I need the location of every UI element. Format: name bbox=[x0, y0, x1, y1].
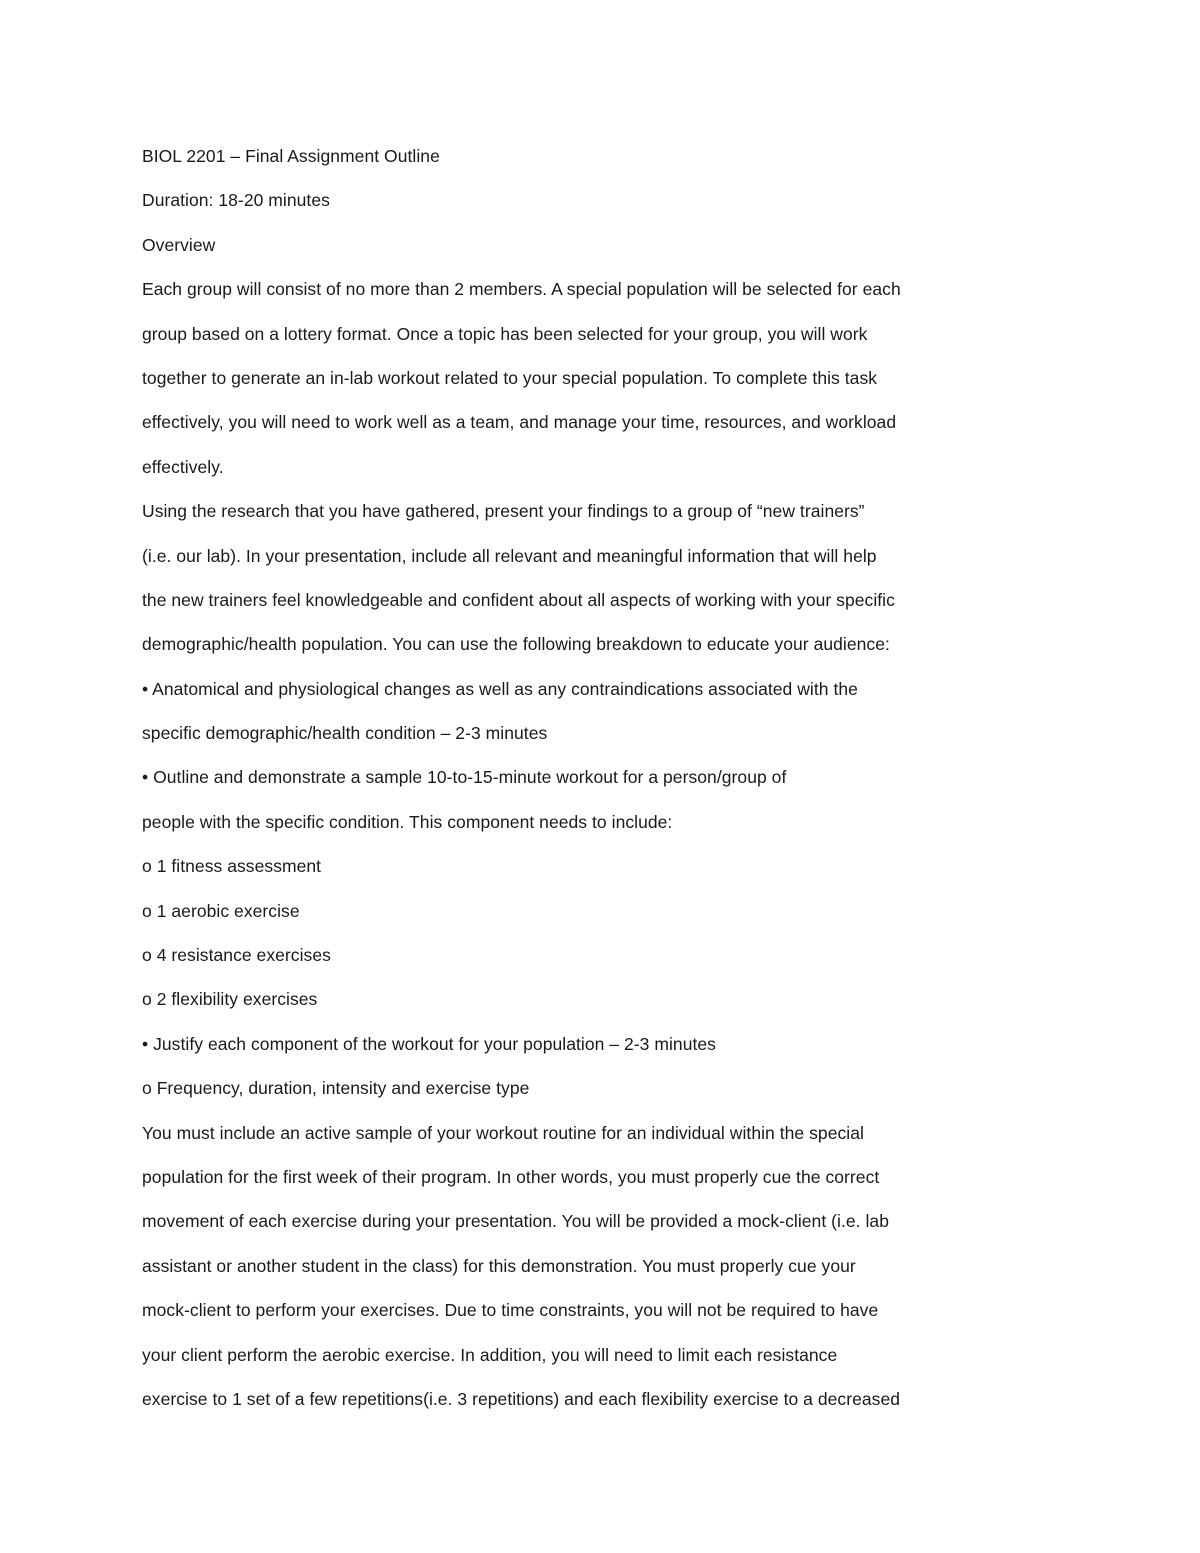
paragraph-3-line: You must include an active sample of your workout routine for an individual within the special bbox=[142, 1122, 864, 1143]
bullet-3-sub-item: o Frequency, duration, intensity and exercise type bbox=[142, 1078, 530, 1099]
sub-item: o 1 fitness assessment bbox=[142, 856, 322, 877]
bullet-1-line: • Anatomical and physiological changes as well as any contraindications associated with the bbox=[142, 678, 858, 699]
paragraph-3-line: mock-client to perform your exercises. Due to time constraints, you will not be required to have bbox=[142, 1300, 879, 1321]
paragraph-1-line: together to generate an in-lab workout related to your special population. To complete this task bbox=[142, 367, 878, 388]
paragraph-1-line: effectively. bbox=[142, 456, 224, 477]
paragraph-3-line: your client perform the aerobic exercise. In addition, you will need to limit each resistance bbox=[142, 1344, 838, 1365]
paragraph-1-line: effectively, you will need to work well as a team, and manage your time, resources, and workload bbox=[142, 412, 897, 433]
bullet-1-line: specific demographic/health condition – 2-3 minutes bbox=[142, 723, 548, 744]
bullet-3-line: • Justify each component of the workout for your population – 2-3 minutes bbox=[142, 1033, 716, 1054]
document-title: BIOL 2201 – Final Assignment Outline bbox=[142, 146, 440, 166]
bullet-2-line: people with the specific condition. This component needs to include: bbox=[142, 811, 673, 832]
paragraph-3-line: assistant or another student in the class) for this demonstration. You must properly cue your bbox=[142, 1255, 856, 1276]
paragraph-2-line: demographic/health population. You can use the following breakdown to educate your audience: bbox=[142, 634, 890, 655]
document-body bbox=[142, 142, 1042, 1429]
duration-line: Duration: 18-20 minutes bbox=[142, 190, 330, 211]
sub-item: o 4 resistance exercises bbox=[142, 945, 331, 966]
paragraph-3-line: population for the first week of their program. In other words, you must properly cue the correct bbox=[142, 1166, 880, 1187]
paragraph-2-line: the new trainers feel knowledgeable and confident about all aspects of working with your specific bbox=[142, 589, 895, 610]
sub-item: o 1 aerobic exercise bbox=[142, 900, 300, 921]
paragraph-3-line: movement of each exercise during your presentation. You will be provided a mock-client (i.e. lab bbox=[142, 1211, 890, 1232]
overview-heading: Overview bbox=[142, 234, 216, 255]
bullet-2-line: • Outline and demonstrate a sample 10-to-15-minute workout for a person/group of bbox=[142, 767, 787, 788]
sub-item: o 2 flexibility exercises bbox=[142, 989, 318, 1010]
paragraph-3-line: exercise to 1 set of a few repetitions(i.e. 3 repetitions) and each flexibility exercise to a decreased bbox=[142, 1388, 901, 1409]
paragraph-1-line: group based on a lottery format. Once a topic has been selected for your group, you will work bbox=[142, 323, 868, 344]
paragraph-2-line: (i.e. our lab). In your presentation, include all relevant and meaningful information that will help bbox=[142, 545, 877, 566]
paragraph-2-line: Using the research that you have gathered, present your findings to a group of “new trainers” bbox=[142, 501, 865, 522]
paragraph-1-line: Each group will consist of no more than 2 members. A special population will be selected for each bbox=[142, 279, 901, 300]
